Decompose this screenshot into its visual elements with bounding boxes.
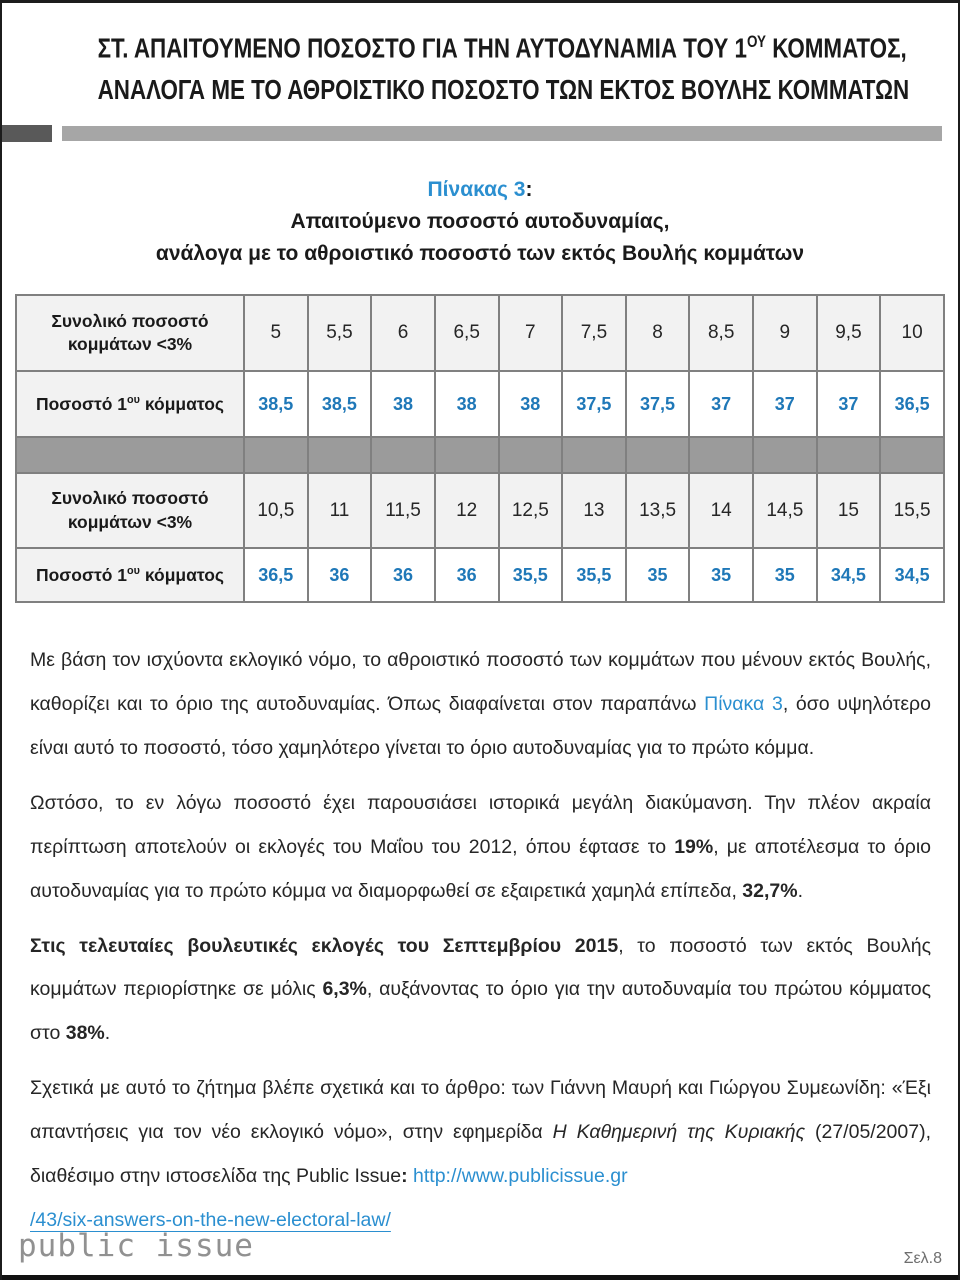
- table-cell: 38,5: [244, 371, 308, 437]
- table-row-first-party-2: [16, 548, 944, 602]
- paragraph-electoral-law: [30, 639, 931, 771]
- page-number: Σελ.8: [903, 1250, 942, 1267]
- table-caption-line-3: ανάλογα με το αθροιστικό ποσοστό των εκτός Βουλής κομμάτων: [155, 242, 805, 266]
- separator-cell: [689, 437, 753, 473]
- table-cell: 37: [753, 371, 817, 437]
- row-header-text: Ποσοστό 1: [35, 393, 128, 414]
- row-header-superscript: ου: [127, 564, 140, 577]
- text-segment: 38%: [65, 1022, 105, 1045]
- text-link[interactable]: Πίνακα 3: [704, 693, 783, 716]
- text-segment: 6,3%: [322, 978, 367, 1001]
- table-cell: 37,5: [562, 371, 626, 437]
- row-header-parties-below-3pct: Συνολικό ποσοστό κομμάτων <3%: [16, 295, 244, 371]
- row-header-superscript: ου: [127, 393, 140, 406]
- row-header-text: Ποσοστό 1: [35, 564, 128, 585]
- bottom-bar: [2, 1275, 958, 1280]
- text-segment: 32,7%: [742, 879, 798, 902]
- separator-cell: [817, 437, 881, 473]
- table-cell: 35: [689, 548, 753, 602]
- decorative-light-bar: [62, 126, 942, 141]
- decorative-dark-block: [2, 125, 52, 142]
- text-link[interactable]: http://www.publicissue.gr: [413, 1164, 628, 1187]
- table-cell: 7,5: [562, 295, 626, 371]
- separator-cell: [880, 437, 944, 473]
- text-segment: (27/05/2007), διαθέσιμο στην ιστοσελίδα της Public Issue: [30, 1121, 931, 1187]
- text-segment: Με βάση τον ισχύοντα εκλογικό νόμο, το αθροιστικό ποσοστό των κομμάτων που μένουν εκτός Βουλής, καθορίζει και το όριο της αυτοδυναμίας. Όπως διαφαίνεται στον παραπάνω: [30, 649, 931, 716]
- table-cell: 36: [308, 548, 372, 602]
- table-separator-row: [16, 437, 944, 473]
- table-row-thresholds-2: [16, 473, 944, 548]
- table-cell: 37: [689, 371, 753, 437]
- title-superscript: ΟΥ: [746, 32, 766, 51]
- table-cell: 14: [689, 473, 753, 548]
- table-cell: 5,5: [308, 295, 372, 371]
- separator-cell: [626, 437, 690, 473]
- table-cell: 35,5: [499, 548, 563, 602]
- separator-cell: [562, 437, 626, 473]
- text-segment: .: [797, 879, 804, 902]
- separator-cell: [244, 437, 308, 473]
- table-cell: 38: [435, 371, 499, 437]
- table-cell: 15,5: [880, 473, 944, 548]
- table-cell: 37: [817, 371, 881, 437]
- table-row-first-party-1: [16, 371, 944, 437]
- text-segment: Στις τελευταίες βουλευτικές εκλογές του Σεπτεμβρίου 2015: [30, 934, 619, 957]
- text-segment: , όσο υψηλότερο είναι αυτό το ποσοστό, τόσο χαμηλότερο γίνεται το όριο αυτοδυναμίας για το πρώτο κόμμα.: [30, 693, 931, 760]
- text-segment: , αυξάνοντας το όριο για την αυτοδυναμία του πρώτου κόμματος στο: [30, 978, 931, 1045]
- separator-cell: [753, 437, 817, 473]
- table-cell: 8,5: [689, 295, 753, 371]
- row-header-text: κόμματος: [139, 393, 224, 414]
- table-caption-label: Πίνακας 3: [427, 178, 526, 202]
- table-cell: 35,5: [562, 548, 626, 602]
- table-cell: 34,5: [817, 548, 881, 602]
- text-segment: , το ποσοστό των εκτός Βουλής κομμάτων περιορίστηκε σε μόλις: [30, 934, 932, 1001]
- separator-cell: [308, 437, 372, 473]
- majority-threshold-table: [15, 294, 945, 603]
- separator-cell: [499, 437, 563, 473]
- table-caption: [2, 174, 958, 270]
- text-segment: Σχετικά με αυτό το ζήτημα βλέπε σχετικά και το άρθρο: των Γιάννη Μαυρή και Γιώργου Συμεωνίδη: «Έξι απαντήσεις για τον νέο εκλογικό νόμο», στην εφημερίδα: [30, 1077, 931, 1144]
- table-cell: 37,5: [626, 371, 690, 437]
- text-segment: Η Καθημερινή της Κυριακής: [552, 1121, 806, 1144]
- page-title: [2, 3, 958, 111]
- table-cell: 7: [499, 295, 563, 371]
- title-text: ΚΟΜΜΑΤΟΣ,: [765, 32, 907, 64]
- table-caption-line-2: Απαιτούμενο ποσοστό αυτοδυναμίας,: [290, 210, 670, 234]
- decorative-gap: [52, 125, 62, 142]
- text-segment: .: [104, 1022, 111, 1045]
- table-cell: 38,5: [308, 371, 372, 437]
- page-title-line-1: [97, 21, 907, 69]
- text-segment: :: [401, 1164, 414, 1187]
- table-cell: 6: [371, 295, 435, 371]
- table-row-thresholds-1: [16, 295, 944, 371]
- row-header-parties-below-3pct: Συνολικό ποσοστό κομμάτων <3%: [16, 473, 244, 548]
- row-header-first-party: [16, 371, 244, 437]
- table-cell: 36: [371, 548, 435, 602]
- table-cell: 15: [817, 473, 881, 548]
- page-title-line-2: ΑΝΑΛΟΓΑ ΜΕ ΤΟ ΑΘΡΟΙΣΤΙΚΟ ΠΟΣΟΣΤΟ ΤΩΝ ΕΚΤΟΣ ΒΟΥΛΗΣ ΚΟΜΜΑΤΩΝ: [97, 74, 910, 106]
- table-caption-colon: :: [525, 178, 533, 202]
- paragraph-reference-article: [30, 1067, 931, 1243]
- table-cell: 11: [308, 473, 372, 548]
- table-cell: 5: [244, 295, 308, 371]
- separator-cell: [371, 437, 435, 473]
- table-cell: 8: [626, 295, 690, 371]
- table-cell: 38: [371, 371, 435, 437]
- text-segment: , με αποτέλεσμα το όριο αυτοδυναμίας για το πρώτο κόμμα να διαμορφωθεί σε εξαιρετικά χαμηλά επίπεδα,: [30, 835, 931, 902]
- table-cell: 10: [880, 295, 944, 371]
- paragraph-historical-range: [30, 782, 931, 914]
- table-cell: 14,5: [753, 473, 817, 548]
- table-cell: 9,5: [817, 295, 881, 371]
- table-cell: 36,5: [244, 548, 308, 602]
- table-cell: 12: [435, 473, 499, 548]
- body-text: [30, 639, 931, 1242]
- table-cell: 9: [753, 295, 817, 371]
- table-cell: 6,5: [435, 295, 499, 371]
- decorative-divider: [2, 125, 958, 142]
- table-cell: 36,5: [880, 371, 944, 437]
- row-header-text: κόμματος: [139, 564, 224, 585]
- title-text: ΣΤ. ΑΠΑΙΤΟΥΜΕΝΟ ΠΟΣΟΣΤΟ ΓΙΑ ΤΗΝ ΑΥΤΟΔΥΝΑΜΙΑ ΤΟΥ 1: [97, 32, 747, 64]
- text-link[interactable]: /43/six-answers-on-the-new-electoral-law/: [30, 1208, 391, 1231]
- table-cell: 10,5: [244, 473, 308, 548]
- table-cell: 38: [499, 371, 563, 437]
- separator-cell: [16, 437, 244, 473]
- row-header-first-party: [16, 548, 244, 602]
- text-segment: 19%: [674, 835, 714, 858]
- public-issue-logo: public issue: [18, 1228, 254, 1264]
- table-cell: 35: [753, 548, 817, 602]
- table-cell: 13: [562, 473, 626, 548]
- text-segment: Ωστόσο, το εν λόγω ποσοστό έχει παρουσιάσει ιστορικά μεγάλη διακύμανση. Την πλέον ακραία περίπτωση αποτελούν οι εκλογές του Μαΐου του 2012, όπου έφτασε το: [30, 791, 931, 858]
- table-cell: 35: [626, 548, 690, 602]
- table-cell: 36: [435, 548, 499, 602]
- paragraph-september-2015: [30, 925, 931, 1057]
- table-cell: 13,5: [626, 473, 690, 548]
- table-cell: 12,5: [499, 473, 563, 548]
- table-cell: 11,5: [371, 473, 435, 548]
- table-caption-number: [2, 174, 958, 206]
- separator-cell: [435, 437, 499, 473]
- table-cell: 34,5: [880, 548, 944, 602]
